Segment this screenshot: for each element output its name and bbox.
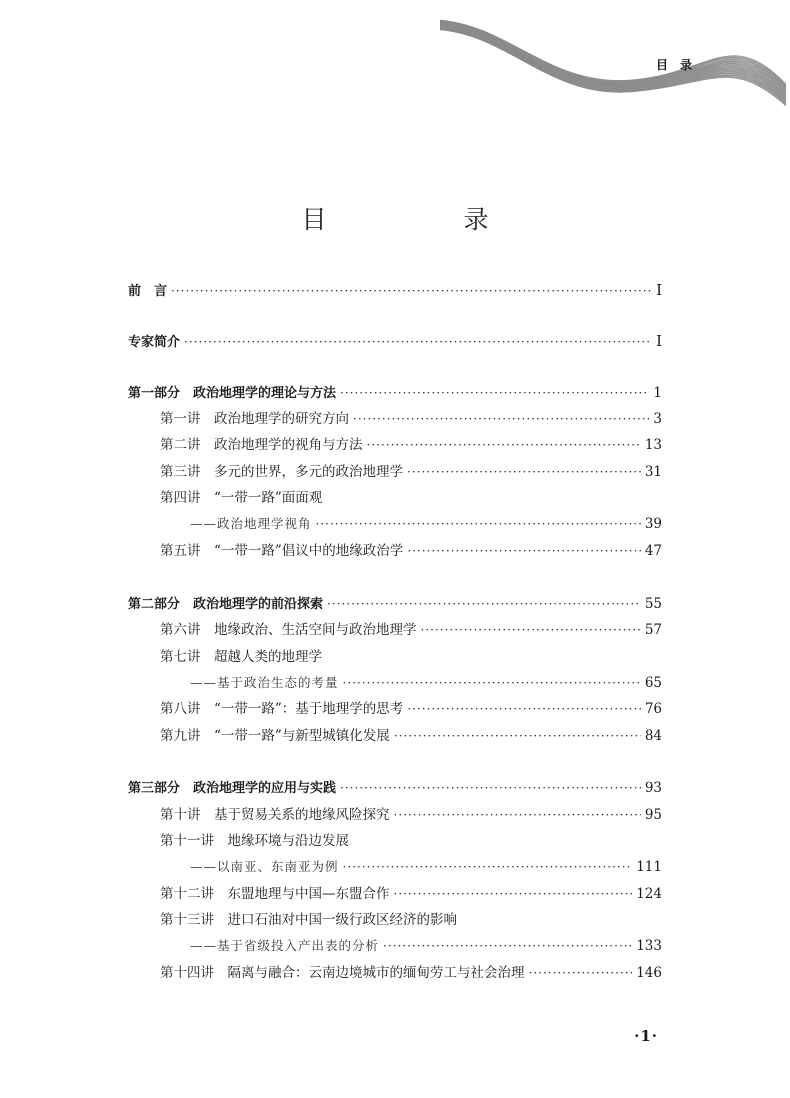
toc-entry-label: 第十讲 基于贸易关系的地缘风险探究 bbox=[160, 807, 390, 823]
toc-entry-page: 57 bbox=[644, 622, 662, 638]
toc-entry-label: 第一讲 政治地理学的研究方向 bbox=[160, 411, 349, 427]
toc-entry-label: 前 言 bbox=[128, 284, 168, 299]
toc-lecture-7-subtitle[interactable] bbox=[190, 673, 662, 693]
toc-lecture-5[interactable] bbox=[160, 541, 662, 561]
toc-entry-label: 第一部分 政治地理学的理论与方法 bbox=[128, 386, 337, 401]
toc-entry-page: 111 bbox=[636, 859, 662, 875]
dot-leader bbox=[367, 435, 641, 455]
toc-entry-page: 76 bbox=[644, 701, 662, 717]
toc-part-2[interactable] bbox=[128, 594, 662, 615]
toc-lecture-14[interactable] bbox=[160, 963, 662, 983]
wave-line bbox=[440, 20, 786, 84]
toc-entry-page: 133 bbox=[636, 938, 662, 954]
toc-entry-label: 第四讲 “一带一路”面面观 bbox=[160, 490, 323, 506]
toc-entry-label: 第六讲 地缘政治、生活空间与政治地理学 bbox=[160, 622, 417, 638]
toc-entry-page: I bbox=[656, 332, 662, 350]
dot-leader bbox=[316, 514, 641, 534]
toc-entry-label: 第五讲 “一带一路”倡议中的地缘政治学 bbox=[160, 543, 404, 559]
toc-entry-page: 39 bbox=[644, 516, 662, 532]
toc-lecture-12[interactable] bbox=[160, 884, 662, 904]
toc-entry-page: 3 bbox=[653, 411, 662, 427]
toc-lecture-11[interactable] bbox=[160, 831, 662, 851]
toc-lecture-8[interactable] bbox=[160, 699, 662, 719]
page-title: 目 录 bbox=[301, 204, 545, 234]
dot-leader bbox=[171, 281, 652, 301]
page-number: ·1· bbox=[634, 1027, 658, 1045]
toc-lecture-13[interactable] bbox=[160, 910, 662, 930]
toc-lecture-6[interactable] bbox=[160, 620, 662, 640]
dot-leader bbox=[353, 409, 649, 429]
toc-lecture-2[interactable] bbox=[160, 435, 662, 455]
toc-lecture-10[interactable] bbox=[160, 805, 662, 825]
dot-leader bbox=[394, 805, 641, 825]
dot-leader bbox=[343, 857, 633, 877]
dot-leader bbox=[340, 778, 641, 798]
toc-entry-label: ——基于省级投入产出表的分析 bbox=[190, 938, 380, 953]
toc-entry-label: 第十二讲 东盟地理与中国—东盟合作 bbox=[160, 886, 390, 902]
dot-leader bbox=[343, 673, 641, 693]
toc-entry-page: 31 bbox=[644, 464, 662, 480]
dot-leader bbox=[407, 541, 641, 561]
toc-entry-label: 第八讲 “一带一路”：基于地理学的思考 bbox=[160, 701, 404, 717]
dot-leader bbox=[340, 383, 649, 403]
toc-lecture-7[interactable] bbox=[160, 647, 662, 667]
toc-entry-experts[interactable] bbox=[128, 331, 662, 353]
toc-part-3[interactable] bbox=[128, 778, 662, 799]
toc-entry-page: 1 bbox=[653, 385, 662, 401]
dot-leader bbox=[421, 620, 641, 640]
toc-entry-label: 第十四讲 隔离与融合：云南边境城市的缅甸劳工与社会治理 bbox=[160, 965, 525, 981]
dot-leader bbox=[529, 963, 633, 983]
running-head: 目 录 bbox=[655, 58, 692, 72]
toc-entry-page: 95 bbox=[644, 807, 662, 823]
dot-leader bbox=[383, 936, 632, 956]
toc-entry-page: I bbox=[656, 281, 662, 299]
dot-leader bbox=[327, 594, 641, 614]
toc-lecture-1[interactable] bbox=[160, 409, 662, 429]
toc-entry-page: 124 bbox=[636, 886, 662, 902]
toc-lecture-13-subtitle[interactable] bbox=[190, 936, 662, 956]
toc-entry-label: 专家简介 bbox=[128, 335, 181, 350]
toc-lecture-4-subtitle[interactable] bbox=[190, 514, 662, 534]
toc-entry-page: 65 bbox=[644, 675, 662, 691]
toc-entry-label: 第十一讲 地缘环境与沿边发展 bbox=[160, 833, 349, 849]
toc-entry-label: 第二部分 政治地理学的前沿探索 bbox=[128, 597, 324, 612]
header-wave-decoration bbox=[430, 14, 790, 106]
toc-lecture-3[interactable] bbox=[160, 462, 662, 482]
toc-entry-label: 第七讲 超越人类的地理学 bbox=[160, 649, 322, 665]
toc-entry-page: 93 bbox=[644, 780, 662, 796]
toc-lecture-9[interactable] bbox=[160, 726, 662, 746]
dot-leader bbox=[407, 462, 641, 482]
toc-entry-label: ——政治地理学视角 bbox=[190, 516, 312, 531]
dot-leader bbox=[394, 726, 641, 746]
toc-entry-label: 第三部分 政治地理学的应用与实践 bbox=[128, 781, 337, 796]
toc-entry-label: 第二讲 政治地理学的视角与方法 bbox=[160, 437, 363, 453]
toc-entry-label: ——基于政治生态的考量 bbox=[190, 675, 339, 690]
toc-entry-label: 第十三讲 进口石油对中国一级行政区经济的影响 bbox=[160, 912, 457, 928]
toc-entry-page: 47 bbox=[644, 543, 662, 559]
toc-entry-label: 第九讲 “一带一路”与新型城镇化发展 bbox=[160, 728, 390, 744]
dot-leader bbox=[394, 884, 633, 904]
toc-entry-page: 55 bbox=[644, 596, 662, 612]
toc-entry-page: 146 bbox=[636, 965, 662, 981]
toc-entry-preface[interactable] bbox=[128, 280, 662, 302]
toc-entry-page: 13 bbox=[644, 437, 662, 453]
toc-lecture-11-subtitle[interactable] bbox=[190, 857, 662, 877]
dot-leader bbox=[184, 332, 652, 352]
toc-entry-label: ——以南亚、东南亚为例 bbox=[190, 859, 339, 874]
dot-leader bbox=[407, 699, 641, 719]
toc-part-1[interactable] bbox=[128, 383, 662, 404]
toc-entry-page: 84 bbox=[644, 728, 662, 744]
toc-entry-label: 第三讲 多元的世界，多元的政治地理学 bbox=[160, 464, 403, 480]
toc-lecture-4[interactable] bbox=[160, 488, 662, 508]
